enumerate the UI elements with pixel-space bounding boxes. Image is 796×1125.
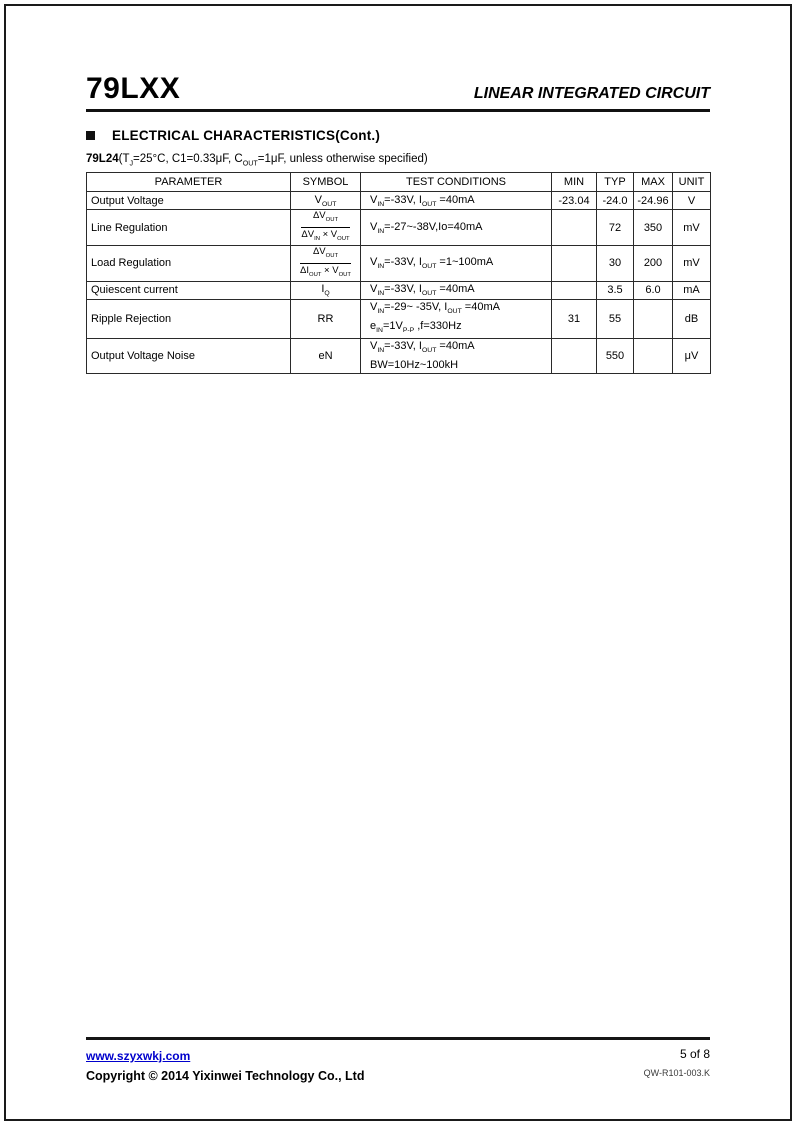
document-type-title: LINEAR INTEGRATED CIRCUIT <box>473 85 710 102</box>
min-cell <box>552 339 597 374</box>
parameter-cell: Quiescent current <box>87 281 291 299</box>
symbol-cell: $I_Q$ <box>291 281 361 299</box>
col-header-typ: TYP <box>597 173 634 192</box>
table-row <box>87 281 711 299</box>
subtitle-conditions: ($T_J=25^\circ C$, C1=0.33μF, $C_{OUT}=1\mu F$, unless otherwise specified) <box>118 153 428 168</box>
square-bullet-icon <box>86 131 95 140</box>
table-header-row <box>87 173 711 192</box>
condition-line: $V_{IN}=-33V$, $I_{OUT}$ =1~100mA <box>370 256 494 271</box>
copyright-text: Copyright © 2014 Yixinwei Technology Co., Ltd <box>86 1069 365 1083</box>
typ-cell: 55 <box>597 299 634 338</box>
col-header-parameter: PARAMETER <box>87 173 291 192</box>
test-conditions-subtitle <box>86 153 710 167</box>
max-cell: 6.0 <box>634 281 673 299</box>
fraction-symbol <box>301 210 349 245</box>
condition-line: BW=10Hz~100kH <box>370 359 459 372</box>
page-footer <box>86 1037 710 1083</box>
unit-cell: mA <box>673 281 711 299</box>
parameter-cell: Output Voltage Noise <box>87 339 291 374</box>
max-cell <box>634 339 673 374</box>
unit-cell: dB <box>673 299 711 338</box>
condition-line: $V_{IN}=-33V$, $I_{OUT} =40mA$ <box>370 193 475 208</box>
footer-divider <box>86 1037 710 1040</box>
website-link[interactable]: www.szyxwkj.com <box>86 1049 191 1063</box>
typ-cell: 72 <box>597 210 634 246</box>
document-code: QW-R101-003.K <box>643 1068 710 1078</box>
table-row <box>87 246 711 282</box>
table-row <box>87 192 711 210</box>
fraction-denominator: $\Delta V_{IN} \times V_{OUT}$ <box>301 229 350 243</box>
parameter-cell: Ripple Rejection <box>87 299 291 338</box>
min-cell <box>552 210 597 246</box>
condition-line: $V_{IN}=-33V$, $I_{OUT} =40mA$ <box>370 340 475 355</box>
col-header-symbol: SYMBOL <box>291 173 361 192</box>
symbol-cell: eN <box>291 339 361 374</box>
footer-left <box>86 1047 364 1083</box>
condition-line: $V_{IN}=-33V$, $I_{OUT} =40mA$ <box>370 283 475 298</box>
typ-cell: 30 <box>597 246 634 282</box>
unit-cell: mV <box>673 246 711 282</box>
section-heading <box>86 128 710 143</box>
min-cell: 31 <box>552 299 597 338</box>
max-cell <box>634 299 673 338</box>
fraction-denominator: $\Delta I_{OUT} \times V_{OUT}$ <box>300 264 351 278</box>
fraction-numerator: $\Delta V_{OUT}$ <box>301 210 349 228</box>
min-cell: -23.04 <box>552 192 597 210</box>
min-cell <box>552 281 597 299</box>
electrical-characteristics-table <box>86 172 711 374</box>
condition-line: $e_{IN}=1V_{P-P}$ ,f=330Hz <box>370 320 462 335</box>
col-header-test-conditions: TEST CONDITIONS <box>361 173 552 192</box>
page-number: 5 of 8 <box>679 1047 710 1061</box>
col-header-max: MAX <box>634 173 673 192</box>
condition-line: $V_{IN}=-27\sim-38V,Io=40mA$ <box>370 220 483 235</box>
part-number-title: 79LXX <box>86 72 181 105</box>
condition-line: $V_{IN}=-29\sim$ -35V, $I_{OUT} =40mA$ <box>370 300 500 316</box>
masthead <box>86 74 710 112</box>
symbol-cell: RR <box>291 299 361 338</box>
min-cell <box>552 246 597 282</box>
parameter-cell: Line Regulation <box>87 210 291 246</box>
table-row <box>87 339 711 374</box>
table-row <box>87 299 711 338</box>
footer-right <box>644 1047 710 1078</box>
typ-cell: -24.0 <box>597 192 634 210</box>
section-title: ELECTRICAL CHARACTERISTICS(Cont.) <box>112 128 381 143</box>
unit-cell: V <box>673 192 711 210</box>
unit-cell: mV <box>673 210 711 246</box>
symbol-cell <box>291 210 361 246</box>
typ-cell: 550 <box>597 339 634 374</box>
col-header-min: MIN <box>552 173 597 192</box>
max-cell: 200 <box>634 246 673 282</box>
unit-cell: μV <box>673 339 711 374</box>
parameter-cell: Load Regulation <box>87 246 291 282</box>
max-cell: -24.96 <box>634 192 673 210</box>
symbol-cell <box>291 246 361 282</box>
col-header-unit: UNIT <box>673 173 711 192</box>
fraction-symbol <box>300 246 351 281</box>
subtitle-part-number: 79L24 <box>86 153 119 165</box>
typ-cell: 3.5 <box>597 281 634 299</box>
fraction-numerator: $\Delta V_{OUT}$ <box>300 246 351 264</box>
symbol-cell: $V_{OUT}$ <box>291 192 361 210</box>
table-row <box>87 210 711 246</box>
max-cell: 350 <box>634 210 673 246</box>
parameter-cell: Output Voltage <box>87 192 291 210</box>
